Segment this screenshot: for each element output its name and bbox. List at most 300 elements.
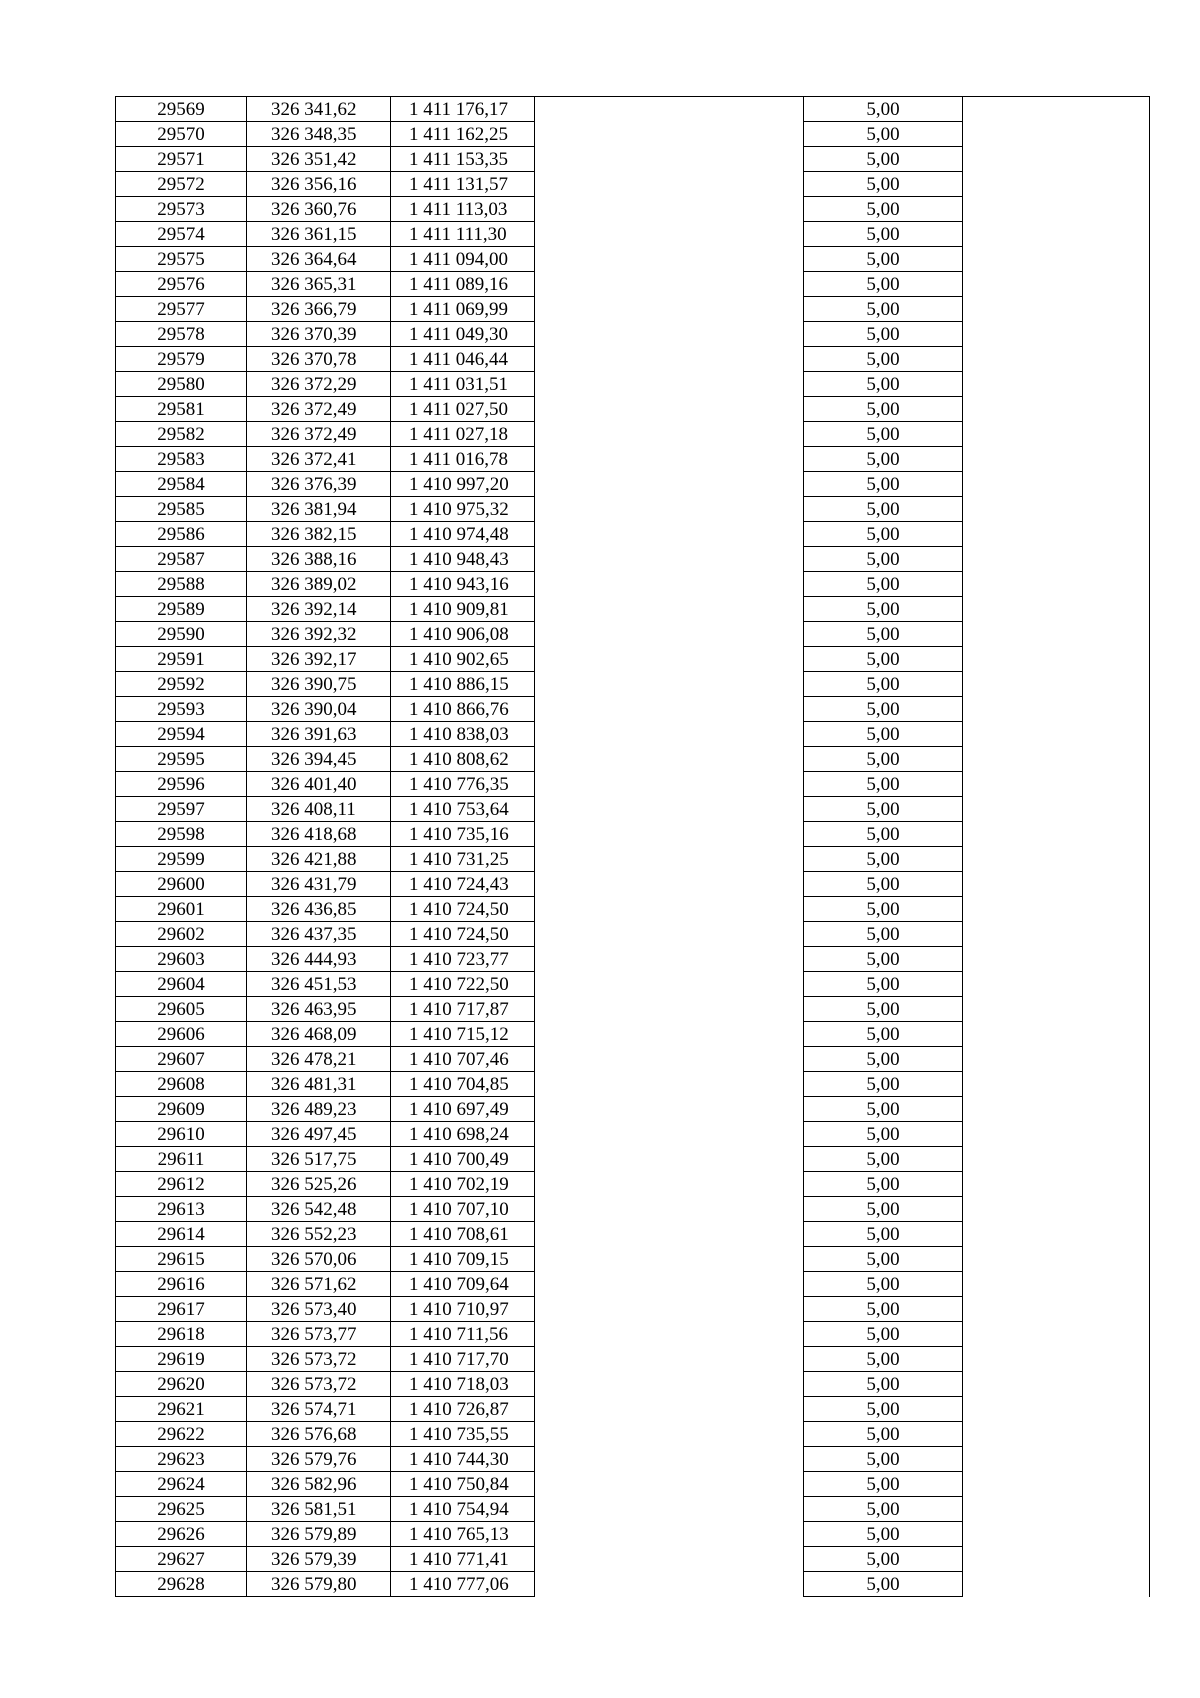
- x-coordinate-cell: 326 497,45: [247, 1122, 391, 1147]
- blank-cell: [963, 1422, 1150, 1447]
- x-coordinate-cell: 326 392,14: [247, 597, 391, 622]
- x-coordinate-cell: 326 573,72: [247, 1372, 391, 1397]
- blank-cell: [535, 1222, 804, 1247]
- point-number-cell: 29574: [116, 222, 247, 247]
- value-cell: 5,00: [804, 672, 963, 697]
- table-row: [116, 247, 1150, 272]
- blank-cell: [535, 322, 804, 347]
- blank-cell: [963, 672, 1150, 697]
- x-coordinate-cell: 326 444,93: [247, 947, 391, 972]
- point-number-cell: 29609: [116, 1097, 247, 1122]
- table-row: [116, 1097, 1150, 1122]
- value-cell: 5,00: [804, 597, 963, 622]
- y-coordinate-cell: 1 411 113,03: [391, 197, 535, 222]
- value-cell: 5,00: [804, 797, 963, 822]
- blank-cell: [963, 1547, 1150, 1572]
- x-coordinate-cell: 326 372,49: [247, 397, 391, 422]
- value-cell: 5,00: [804, 1097, 963, 1122]
- x-coordinate-cell: 326 390,75: [247, 672, 391, 697]
- value-cell: 5,00: [804, 297, 963, 322]
- blank-cell: [535, 372, 804, 397]
- x-coordinate-cell: 326 574,71: [247, 1397, 391, 1422]
- blank-cell: [963, 697, 1150, 722]
- value-cell: 5,00: [804, 1047, 963, 1072]
- table-row: [116, 597, 1150, 622]
- x-coordinate-cell: 326 366,79: [247, 297, 391, 322]
- table-row: [116, 622, 1150, 647]
- y-coordinate-cell: 1 411 131,57: [391, 172, 535, 197]
- point-number-cell: 29616: [116, 1272, 247, 1297]
- x-coordinate-cell: 326 582,96: [247, 1472, 391, 1497]
- x-coordinate-cell: 326 579,76: [247, 1447, 391, 1472]
- x-coordinate-cell: 326 579,80: [247, 1572, 391, 1597]
- value-cell: 5,00: [804, 397, 963, 422]
- blank-cell: [963, 1072, 1150, 1097]
- point-number-cell: 29585: [116, 497, 247, 522]
- value-cell: 5,00: [804, 197, 963, 222]
- y-coordinate-cell: 1 410 886,15: [391, 672, 535, 697]
- value-cell: 5,00: [804, 1222, 963, 1247]
- blank-cell: [535, 1322, 804, 1347]
- blank-cell: [963, 1497, 1150, 1522]
- table-row: [116, 147, 1150, 172]
- x-coordinate-cell: 326 573,72: [247, 1347, 391, 1372]
- point-number-cell: 29584: [116, 472, 247, 497]
- value-cell: 5,00: [804, 772, 963, 797]
- blank-cell: [535, 697, 804, 722]
- blank-cell: [535, 247, 804, 272]
- value-cell: 5,00: [804, 822, 963, 847]
- x-coordinate-cell: 326 388,16: [247, 547, 391, 572]
- point-number-cell: 29620: [116, 1372, 247, 1397]
- blank-cell: [963, 1147, 1150, 1172]
- y-coordinate-cell: 1 410 838,03: [391, 722, 535, 747]
- blank-cell: [963, 397, 1150, 422]
- table-row: [116, 1347, 1150, 1372]
- blank-cell: [963, 247, 1150, 272]
- y-coordinate-cell: 1 410 702,19: [391, 1172, 535, 1197]
- blank-cell: [963, 147, 1150, 172]
- table-row: [116, 1497, 1150, 1522]
- blank-cell: [963, 647, 1150, 672]
- blank-cell: [963, 497, 1150, 522]
- blank-cell: [963, 597, 1150, 622]
- point-number-cell: 29600: [116, 872, 247, 897]
- blank-cell: [535, 197, 804, 222]
- blank-cell: [535, 1472, 804, 1497]
- value-cell: 5,00: [804, 522, 963, 547]
- value-cell: 5,00: [804, 922, 963, 947]
- point-number-cell: 29627: [116, 1547, 247, 1572]
- x-coordinate-cell: 326 390,04: [247, 697, 391, 722]
- value-cell: 5,00: [804, 697, 963, 722]
- x-coordinate-cell: 326 451,53: [247, 972, 391, 997]
- y-coordinate-cell: 1 410 771,41: [391, 1547, 535, 1572]
- x-coordinate-cell: 326 581,51: [247, 1497, 391, 1522]
- x-coordinate-cell: 326 571,62: [247, 1272, 391, 1297]
- point-number-cell: 29624: [116, 1472, 247, 1497]
- point-number-cell: 29591: [116, 647, 247, 672]
- blank-cell: [535, 1047, 804, 1072]
- point-number-cell: 29582: [116, 422, 247, 447]
- point-number-cell: 29571: [116, 147, 247, 172]
- blank-cell: [535, 422, 804, 447]
- blank-cell: [535, 722, 804, 747]
- x-coordinate-cell: 326 365,31: [247, 272, 391, 297]
- y-coordinate-cell: 1 411 016,78: [391, 447, 535, 472]
- value-cell: 5,00: [804, 1472, 963, 1497]
- y-coordinate-cell: 1 410 726,87: [391, 1397, 535, 1422]
- blank-cell: [535, 797, 804, 822]
- x-coordinate-cell: 326 356,16: [247, 172, 391, 197]
- blank-cell: [963, 622, 1150, 647]
- y-coordinate-cell: 1 410 708,61: [391, 1222, 535, 1247]
- point-number-cell: 29617: [116, 1297, 247, 1322]
- table-row: [116, 572, 1150, 597]
- blank-cell: [535, 1097, 804, 1122]
- y-coordinate-cell: 1 411 162,25: [391, 122, 535, 147]
- blank-cell: [963, 272, 1150, 297]
- blank-cell: [535, 997, 804, 1022]
- table-row: [116, 347, 1150, 372]
- table-row: [116, 497, 1150, 522]
- point-number-cell: 29594: [116, 722, 247, 747]
- table-row: [116, 172, 1150, 197]
- blank-cell: [963, 1097, 1150, 1122]
- x-coordinate-cell: 326 372,29: [247, 372, 391, 397]
- value-cell: 5,00: [804, 722, 963, 747]
- blank-cell: [535, 1297, 804, 1322]
- y-coordinate-cell: 1 410 718,03: [391, 1372, 535, 1397]
- table-row: [116, 1147, 1150, 1172]
- y-coordinate-cell: 1 410 724,50: [391, 897, 535, 922]
- value-cell: 5,00: [804, 547, 963, 572]
- table-row: [116, 672, 1150, 697]
- x-coordinate-cell: 326 436,85: [247, 897, 391, 922]
- blank-cell: [963, 122, 1150, 147]
- y-coordinate-cell: 1 410 710,97: [391, 1297, 535, 1322]
- x-coordinate-cell: 326 341,62: [247, 97, 391, 122]
- blank-cell: [963, 472, 1150, 497]
- y-coordinate-cell: 1 410 698,24: [391, 1122, 535, 1147]
- point-number-cell: 29618: [116, 1322, 247, 1347]
- table-row: [116, 547, 1150, 572]
- blank-cell: [535, 1272, 804, 1297]
- blank-cell: [535, 1347, 804, 1372]
- table-row: [116, 222, 1150, 247]
- x-coordinate-cell: 326 372,49: [247, 422, 391, 447]
- table-row: [116, 97, 1150, 122]
- value-cell: 5,00: [804, 497, 963, 522]
- value-cell: 5,00: [804, 1072, 963, 1097]
- blank-cell: [963, 722, 1150, 747]
- blank-cell: [963, 972, 1150, 997]
- table-row: [116, 1222, 1150, 1247]
- point-number-cell: 29597: [116, 797, 247, 822]
- blank-cell: [535, 772, 804, 797]
- value-cell: 5,00: [804, 1172, 963, 1197]
- blank-cell: [963, 1522, 1150, 1547]
- blank-cell: [535, 472, 804, 497]
- blank-cell: [535, 647, 804, 672]
- table-row: [116, 947, 1150, 972]
- x-coordinate-cell: 326 468,09: [247, 1022, 391, 1047]
- table-row: [116, 322, 1150, 347]
- y-coordinate-cell: 1 410 707,10: [391, 1197, 535, 1222]
- table-row: [116, 372, 1150, 397]
- table-row: [116, 1447, 1150, 1472]
- y-coordinate-cell: 1 410 948,43: [391, 547, 535, 572]
- value-cell: 5,00: [804, 97, 963, 122]
- blank-cell: [535, 572, 804, 597]
- blank-cell: [535, 222, 804, 247]
- blank-cell: [963, 372, 1150, 397]
- blank-cell: [963, 222, 1150, 247]
- table-row: [116, 872, 1150, 897]
- blank-cell: [963, 1347, 1150, 1372]
- point-number-cell: 29593: [116, 697, 247, 722]
- blank-cell: [535, 397, 804, 422]
- point-number-cell: 29614: [116, 1222, 247, 1247]
- x-coordinate-cell: 326 517,75: [247, 1147, 391, 1172]
- point-number-cell: 29596: [116, 772, 247, 797]
- y-coordinate-cell: 1 410 765,13: [391, 1522, 535, 1547]
- point-number-cell: 29581: [116, 397, 247, 422]
- table-row: [116, 1122, 1150, 1147]
- table-row: [116, 1472, 1150, 1497]
- point-number-cell: 29625: [116, 1497, 247, 1522]
- table-row: [116, 697, 1150, 722]
- table-row: [116, 1172, 1150, 1197]
- blank-cell: [963, 1572, 1150, 1597]
- point-number-cell: 29576: [116, 272, 247, 297]
- value-cell: 5,00: [804, 1497, 963, 1522]
- y-coordinate-cell: 1 411 027,18: [391, 422, 535, 447]
- point-number-cell: 29573: [116, 197, 247, 222]
- table-row: [116, 1272, 1150, 1297]
- y-coordinate-cell: 1 411 069,99: [391, 297, 535, 322]
- x-coordinate-cell: 326 463,95: [247, 997, 391, 1022]
- blank-cell: [535, 1072, 804, 1097]
- blank-cell: [535, 347, 804, 372]
- y-coordinate-cell: 1 410 735,55: [391, 1422, 535, 1447]
- blank-cell: [963, 797, 1150, 822]
- y-coordinate-cell: 1 410 997,20: [391, 472, 535, 497]
- y-coordinate-cell: 1 410 906,08: [391, 622, 535, 647]
- point-number-cell: 29612: [116, 1172, 247, 1197]
- table-row: [116, 1522, 1150, 1547]
- y-coordinate-cell: 1 410 717,87: [391, 997, 535, 1022]
- table-row: [116, 1072, 1150, 1097]
- blank-cell: [963, 1447, 1150, 1472]
- y-coordinate-cell: 1 410 866,76: [391, 697, 535, 722]
- y-coordinate-cell: 1 410 974,48: [391, 522, 535, 547]
- y-coordinate-cell: 1 411 089,16: [391, 272, 535, 297]
- value-cell: 5,00: [804, 647, 963, 672]
- value-cell: 5,00: [804, 1347, 963, 1372]
- y-coordinate-cell: 1 410 943,16: [391, 572, 535, 597]
- x-coordinate-cell: 326 348,35: [247, 122, 391, 147]
- point-number-cell: 29608: [116, 1072, 247, 1097]
- value-cell: 5,00: [804, 222, 963, 247]
- blank-cell: [963, 447, 1150, 472]
- blank-cell: [963, 897, 1150, 922]
- x-coordinate-cell: 326 370,39: [247, 322, 391, 347]
- table-row: [116, 747, 1150, 772]
- blank-cell: [535, 872, 804, 897]
- y-coordinate-cell: 1 410 722,50: [391, 972, 535, 997]
- x-coordinate-cell: 326 408,11: [247, 797, 391, 822]
- x-coordinate-cell: 326 376,39: [247, 472, 391, 497]
- blank-cell: [535, 972, 804, 997]
- x-coordinate-cell: 326 489,23: [247, 1097, 391, 1122]
- point-number-cell: 29572: [116, 172, 247, 197]
- blank-cell: [963, 1372, 1150, 1397]
- table-row: [116, 922, 1150, 947]
- blank-cell: [963, 547, 1150, 572]
- table-row: [116, 472, 1150, 497]
- value-cell: 5,00: [804, 147, 963, 172]
- blank-cell: [535, 147, 804, 172]
- blank-cell: [963, 297, 1150, 322]
- value-cell: 5,00: [804, 1272, 963, 1297]
- y-coordinate-cell: 1 410 700,49: [391, 1147, 535, 1172]
- y-coordinate-cell: 1 410 731,25: [391, 847, 535, 872]
- blank-cell: [535, 1172, 804, 1197]
- value-cell: 5,00: [804, 1122, 963, 1147]
- y-coordinate-cell: 1 411 031,51: [391, 372, 535, 397]
- blank-cell: [535, 497, 804, 522]
- y-coordinate-cell: 1 410 707,46: [391, 1047, 535, 1072]
- point-number-cell: 29623: [116, 1447, 247, 1472]
- value-cell: 5,00: [804, 1447, 963, 1472]
- y-coordinate-cell: 1 410 902,65: [391, 647, 535, 672]
- blank-cell: [535, 1397, 804, 1422]
- blank-cell: [963, 347, 1150, 372]
- blank-cell: [535, 1522, 804, 1547]
- blank-cell: [963, 1247, 1150, 1272]
- table-row: [116, 1397, 1150, 1422]
- blank-cell: [535, 597, 804, 622]
- table-row: [116, 1247, 1150, 1272]
- point-number-cell: 29586: [116, 522, 247, 547]
- y-coordinate-cell: 1 410 724,50: [391, 922, 535, 947]
- y-coordinate-cell: 1 411 094,00: [391, 247, 535, 272]
- value-cell: 5,00: [804, 1297, 963, 1322]
- blank-cell: [963, 1197, 1150, 1222]
- blank-cell: [963, 1222, 1150, 1247]
- x-coordinate-cell: 326 382,15: [247, 522, 391, 547]
- blank-cell: [963, 522, 1150, 547]
- table-row: [116, 522, 1150, 547]
- y-coordinate-cell: 1 410 744,30: [391, 1447, 535, 1472]
- x-coordinate-cell: 326 573,40: [247, 1297, 391, 1322]
- coordinates-table-body: [116, 97, 1150, 1597]
- blank-cell: [963, 872, 1150, 897]
- table-row: [116, 122, 1150, 147]
- blank-cell: [535, 747, 804, 772]
- blank-cell: [535, 522, 804, 547]
- blank-cell: [963, 1047, 1150, 1072]
- table-row: [116, 647, 1150, 672]
- blank-cell: [963, 947, 1150, 972]
- point-number-cell: 29610: [116, 1122, 247, 1147]
- x-coordinate-cell: 326 389,02: [247, 572, 391, 597]
- x-coordinate-cell: 326 437,35: [247, 922, 391, 947]
- point-number-cell: 29606: [116, 1022, 247, 1047]
- table-row: [116, 1422, 1150, 1447]
- blank-cell: [963, 747, 1150, 772]
- point-number-cell: 29622: [116, 1422, 247, 1447]
- blank-cell: [963, 1297, 1150, 1322]
- point-number-cell: 29592: [116, 672, 247, 697]
- blank-cell: [963, 922, 1150, 947]
- table-row: [116, 897, 1150, 922]
- value-cell: 5,00: [804, 1572, 963, 1597]
- point-number-cell: 29569: [116, 97, 247, 122]
- table-row: [116, 447, 1150, 472]
- blank-cell: [963, 1272, 1150, 1297]
- blank-cell: [535, 947, 804, 972]
- blank-cell: [535, 1497, 804, 1522]
- point-number-cell: 29577: [116, 297, 247, 322]
- blank-cell: [963, 422, 1150, 447]
- blank-cell: [535, 1147, 804, 1172]
- blank-cell: [535, 672, 804, 697]
- table-row: [116, 1197, 1150, 1222]
- x-coordinate-cell: 326 552,23: [247, 1222, 391, 1247]
- table-row: [116, 822, 1150, 847]
- table-row: [116, 1322, 1150, 1347]
- blank-cell: [535, 447, 804, 472]
- blank-cell: [963, 1397, 1150, 1422]
- blank-cell: [963, 1022, 1150, 1047]
- point-number-cell: 29590: [116, 622, 247, 647]
- point-number-cell: 29611: [116, 1147, 247, 1172]
- blank-cell: [535, 172, 804, 197]
- blank-cell: [535, 847, 804, 872]
- y-coordinate-cell: 1 410 753,64: [391, 797, 535, 822]
- blank-cell: [535, 622, 804, 647]
- blank-cell: [535, 272, 804, 297]
- blank-cell: [535, 1572, 804, 1597]
- x-coordinate-cell: 326 421,88: [247, 847, 391, 872]
- value-cell: 5,00: [804, 1422, 963, 1447]
- point-number-cell: 29570: [116, 122, 247, 147]
- table-row: [116, 197, 1150, 222]
- x-coordinate-cell: 326 542,48: [247, 1197, 391, 1222]
- y-coordinate-cell: 1 411 176,17: [391, 97, 535, 122]
- y-coordinate-cell: 1 410 704,85: [391, 1072, 535, 1097]
- value-cell: 5,00: [804, 1547, 963, 1572]
- table-row: [116, 997, 1150, 1022]
- point-number-cell: 29588: [116, 572, 247, 597]
- x-coordinate-cell: 326 392,32: [247, 622, 391, 647]
- y-coordinate-cell: 1 411 111,30: [391, 222, 535, 247]
- blank-cell: [535, 822, 804, 847]
- point-number-cell: 29619: [116, 1347, 247, 1372]
- value-cell: 5,00: [804, 372, 963, 397]
- x-coordinate-cell: 326 478,21: [247, 1047, 391, 1072]
- point-number-cell: 29599: [116, 847, 247, 872]
- value-cell: 5,00: [804, 947, 963, 972]
- y-coordinate-cell: 1 410 909,81: [391, 597, 535, 622]
- coordinates-table: [115, 96, 1150, 1597]
- value-cell: 5,00: [804, 172, 963, 197]
- x-coordinate-cell: 326 401,40: [247, 772, 391, 797]
- y-coordinate-cell: 1 410 723,77: [391, 947, 535, 972]
- point-number-cell: 29601: [116, 897, 247, 922]
